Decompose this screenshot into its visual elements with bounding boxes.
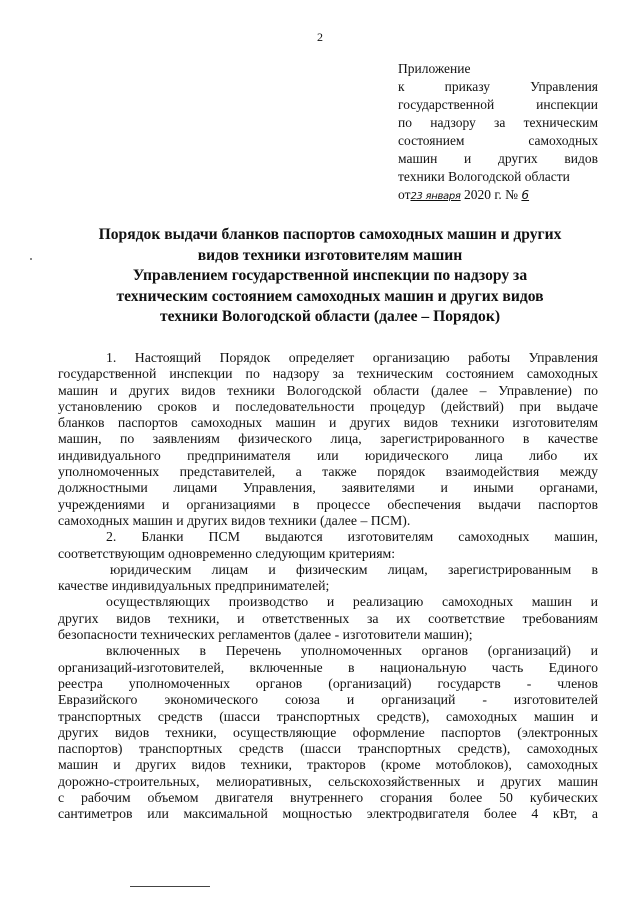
body-text-line: самоходных машин и других видов техники (далее – ПСМ). xyxy=(58,512,411,528)
body-text-line: паспортов) транспортных средств (шасси транспортных средств), самоходных xyxy=(58,741,598,757)
appendix-title: Приложение xyxy=(398,61,471,76)
handwritten-date: 23 января xyxy=(410,191,461,202)
body-text-line: Евразийского экономического союза и организаций - изготовителей xyxy=(58,692,598,708)
body-text-line: 1. Настоящий Порядок определяет организацию работы Управления xyxy=(106,350,598,365)
body-text-line: юридическим лицам и физическим лицам, зарегистрированным в xyxy=(110,561,598,577)
appendix-line: состоянием самоходных xyxy=(398,133,598,148)
body-text-line: включенных в Перечень уполномоченных органов (организаций) и xyxy=(106,643,598,659)
appendix-line: техники Вологодской области xyxy=(398,169,570,184)
scan-speck xyxy=(30,258,32,260)
heading-line: техническим состоянием самоходных машин и других видов xyxy=(116,287,544,305)
heading-line: Порядок выдачи бланков паспортов самоходных машин и других xyxy=(98,226,562,243)
body-text-line: других видов техники, осуществляющие оформление паспортов (электронных xyxy=(58,724,598,740)
document-heading xyxy=(60,225,600,328)
body-text-line: установлению сроков и последовательности процедур (действий) при выдаче xyxy=(58,398,598,414)
date-prefix: от xyxy=(398,187,411,202)
body-text-line: индивидуального предпринимателя или юридического лица либо их xyxy=(58,447,598,463)
document-body xyxy=(58,350,598,823)
body-text-line: машин и других видов техники Вологодской области (далее – Управление) по xyxy=(58,382,598,398)
body-text-line: 2. Бланки ПСМ выдаются изготовителям самоходных машин, xyxy=(106,529,598,545)
body-text-line: учреждениями и организациями в процессе обеспечения выдачи паспортов xyxy=(58,496,598,512)
body-text-line: безопасности технических регламентов (далее - изготовители машин); xyxy=(58,627,473,643)
heading-line: видов техники изготовителям машин xyxy=(197,246,463,264)
body-text-line: сантиметров или максимальной мощностью электродвигателя более 4 кВт, а xyxy=(58,806,598,822)
heading-line: Управлением государственной инспекции по надзору за xyxy=(132,267,528,284)
body-text-line: соответствующим одновременно следующим критериям: xyxy=(58,545,396,561)
footnote-divider xyxy=(130,886,210,887)
body-text-line: государственной инспекции по надзору за техническим состоянием самоходных xyxy=(58,366,598,382)
body-text-line: дорожно-строительных, мелиоративных, сельскохозяйственных и других машин xyxy=(58,773,598,789)
appendix-line: государственной инспекции xyxy=(398,97,598,112)
body-text-line: реестра уполномоченных органов (организаций) государств - членов xyxy=(58,675,598,691)
body-text-line: машин и других видов техники, тракторов (кроме мотоблоков), самоходных xyxy=(58,757,598,773)
page-number: 2 xyxy=(317,30,323,44)
appendix-line: по надзору за техническим xyxy=(398,115,598,130)
date-middle: 2020 г. № xyxy=(460,187,522,202)
body-text-line: машин, по заявлениям физического лица, зарегистрированного в качестве xyxy=(58,431,598,447)
handwritten-order-number: 6 xyxy=(521,188,530,202)
body-text-line: транспортных средств (шасси транспортных средств), самоходных машин и xyxy=(58,708,598,724)
body-text-line: с рабочим объемом двигателя внутреннего сгорания более 50 кубических xyxy=(58,790,598,806)
appendix-line: к приказу Управления xyxy=(398,79,598,94)
order-date-line xyxy=(398,186,598,206)
body-text-line: организаций-изготовителей, включенные в национальную часть Единого xyxy=(58,659,598,675)
body-text-line: осуществляющих производство и реализацию самоходных машин и xyxy=(106,594,598,610)
body-text-line: бланков паспортов самоходных машин и других видов техники изготовителям xyxy=(58,415,598,431)
body-text-line: качестве индивидуальных предпринимателей; xyxy=(58,578,330,594)
body-text-line: других видов техники, и ответственных за их соответствие требованиям xyxy=(58,610,598,626)
body-text-line: уполномоченных представителей, а также порядок взаимодействия между xyxy=(58,464,598,480)
body-text-line: должностными лицами Управления, заявителями и иными органами, xyxy=(58,480,598,496)
appendix-block xyxy=(398,60,598,206)
appendix-line: машин и других видов xyxy=(398,151,598,166)
heading-line: техники Вологодской области (далее – Порядок) xyxy=(159,308,501,325)
